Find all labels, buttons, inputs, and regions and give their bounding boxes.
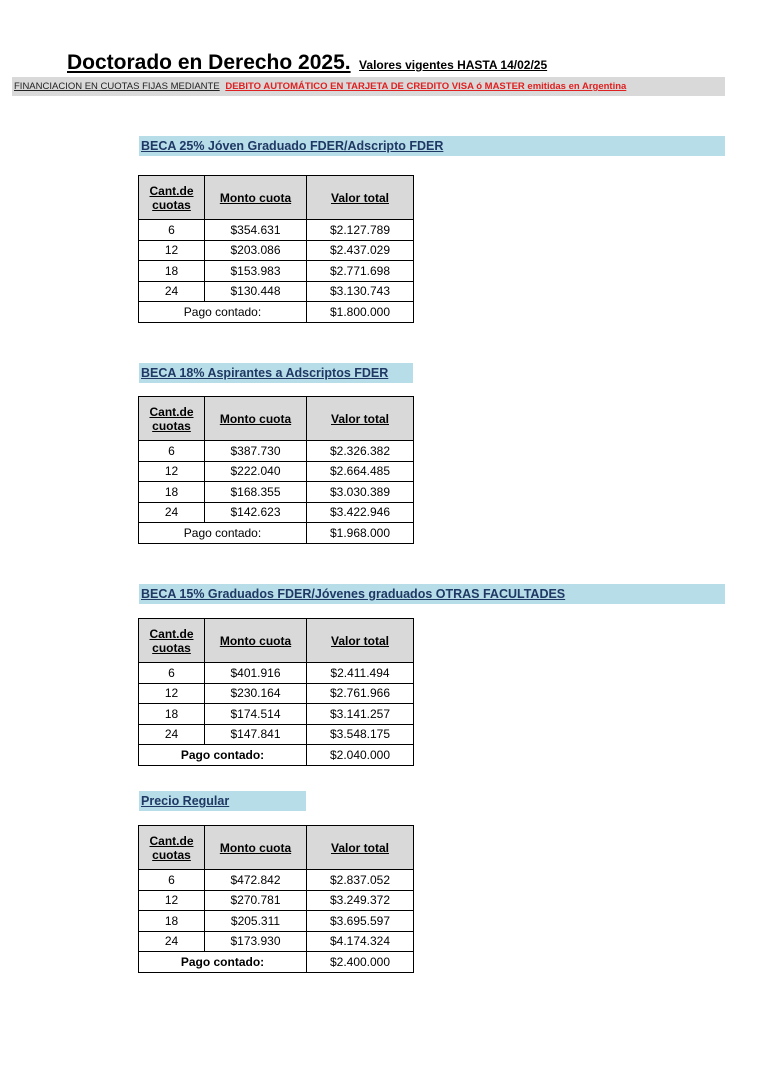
cell-cuotas: 6	[139, 441, 205, 462]
col-total: Valor total	[307, 619, 414, 663]
col-total: Valor total	[307, 176, 414, 220]
cell-total: $2.664.485	[307, 461, 414, 482]
cell-monto: $203.086	[205, 240, 307, 261]
pago-contado-value: $1.968.000	[307, 523, 414, 544]
cell-monto: $270.781	[205, 890, 307, 911]
section-title-beca-15	[139, 584, 725, 604]
table-row	[139, 704, 414, 725]
cell-total: $3.130.743	[307, 281, 414, 302]
cell-total: $2.411.494	[307, 663, 414, 684]
financing-banner	[12, 77, 725, 96]
pago-contado-value: $1.800.000	[307, 302, 414, 323]
cell-monto: $401.916	[205, 663, 307, 684]
cell-cuotas: 18	[139, 261, 205, 282]
cell-monto: $472.842	[205, 870, 307, 891]
table-header-row	[139, 619, 414, 663]
pago-contado-value: $2.400.000	[307, 952, 414, 973]
table-row	[139, 461, 414, 482]
validity-subtitle: Valores vigentes HASTA 14/02/25	[359, 58, 548, 72]
table-row	[139, 683, 414, 704]
table-row	[139, 911, 414, 932]
col-monto: Monto cuota	[205, 826, 307, 870]
col-total: Valor total	[307, 826, 414, 870]
document-header	[67, 51, 547, 75]
pago-contado-label: Pago contado:	[139, 952, 307, 973]
cell-monto: $174.514	[205, 704, 307, 725]
cell-total: $3.695.597	[307, 911, 414, 932]
cell-total: $3.548.175	[307, 724, 414, 745]
cell-cuotas: 12	[139, 683, 205, 704]
financing-highlight: DEBITO AUTOMÁTICO EN TARJETA DE CREDITO VISA ó MASTER emitidas en Argentina	[225, 81, 627, 92]
col-cuotas: Cant.de cuotas	[139, 826, 205, 870]
cell-monto: $130.448	[205, 281, 307, 302]
table-beca-18	[138, 396, 414, 544]
table-precio-regular	[138, 825, 414, 973]
table-row	[139, 724, 414, 745]
cell-cuotas: 18	[139, 911, 205, 932]
table-row	[139, 663, 414, 684]
cell-cuotas: 24	[139, 281, 205, 302]
table-row	[139, 441, 414, 462]
table-row	[139, 931, 414, 952]
cell-total: $2.127.789	[307, 220, 414, 241]
section-title-text: Precio Regular	[141, 794, 230, 808]
cell-total: $2.837.052	[307, 870, 414, 891]
table-row	[139, 261, 414, 282]
cell-monto: $168.355	[205, 482, 307, 503]
cell-monto: $205.311	[205, 911, 307, 932]
col-cuotas: Cant.de cuotas	[139, 176, 205, 220]
cell-total: $2.437.029	[307, 240, 414, 261]
table-header-row	[139, 826, 414, 870]
pago-contado-label: Pago contado:	[139, 302, 307, 323]
table-row	[139, 502, 414, 523]
financing-prefix: FINANCIACION EN CUOTAS FIJAS MEDIANTE	[14, 81, 220, 92]
cell-monto: $147.841	[205, 724, 307, 745]
table-row	[139, 890, 414, 911]
table-row	[139, 482, 414, 503]
cell-cuotas: 18	[139, 482, 205, 503]
pago-contado-label: Pago contado:	[139, 523, 307, 544]
table-beca-25	[138, 175, 414, 323]
table-row	[139, 870, 414, 891]
table-row	[139, 220, 414, 241]
pago-contado-label: Pago contado:	[139, 745, 307, 766]
cell-total: $3.422.946	[307, 502, 414, 523]
table-row	[139, 240, 414, 261]
col-cuotas: Cant.de cuotas	[139, 397, 205, 441]
col-monto: Monto cuota	[205, 619, 307, 663]
col-total: Valor total	[307, 397, 414, 441]
cell-cuotas: 12	[139, 461, 205, 482]
table-beca-15	[138, 618, 414, 766]
cell-monto: $354.631	[205, 220, 307, 241]
section-title-beca-25	[139, 136, 725, 156]
cell-monto: $142.623	[205, 502, 307, 523]
col-monto: Monto cuota	[205, 397, 307, 441]
cell-cuotas: 6	[139, 870, 205, 891]
cell-monto: $222.040	[205, 461, 307, 482]
section-title-text: BECA 18% Aspirantes a Adscriptos FDER	[141, 366, 389, 380]
cell-total: $3.030.389	[307, 482, 414, 503]
section-title-precio-regular	[139, 791, 306, 811]
cell-cuotas: 12	[139, 890, 205, 911]
cell-cuotas: 24	[139, 724, 205, 745]
cell-total: $3.249.372	[307, 890, 414, 911]
table-row	[139, 281, 414, 302]
cell-cuotas: 12	[139, 240, 205, 261]
cell-total: $3.141.257	[307, 704, 414, 725]
cell-monto: $230.164	[205, 683, 307, 704]
cell-total: $2.761.966	[307, 683, 414, 704]
section-title-beca-18	[139, 363, 413, 383]
pago-contado-value: $2.040.000	[307, 745, 414, 766]
col-monto: Monto cuota	[205, 176, 307, 220]
cell-monto: $387.730	[205, 441, 307, 462]
pago-contado-row	[139, 745, 414, 766]
table-header-row	[139, 397, 414, 441]
table-header-row	[139, 176, 414, 220]
cell-cuotas: 6	[139, 220, 205, 241]
cell-cuotas: 24	[139, 931, 205, 952]
section-title-text: BECA 25% Jóven Graduado FDER/Adscripto FDER	[141, 139, 444, 153]
pago-contado-row	[139, 523, 414, 544]
pago-contado-row	[139, 952, 414, 973]
col-cuotas: Cant.de cuotas	[139, 619, 205, 663]
cell-monto: $153.983	[205, 261, 307, 282]
cell-cuotas: 6	[139, 663, 205, 684]
cell-total: $4.174.324	[307, 931, 414, 952]
cell-monto: $173.930	[205, 931, 307, 952]
cell-total: $2.771.698	[307, 261, 414, 282]
section-title-text: BECA 15% Graduados FDER/Jóvenes graduados OTRAS FACULTADES	[141, 587, 566, 601]
cell-total: $2.326.382	[307, 441, 414, 462]
pago-contado-row	[139, 302, 414, 323]
page-title: Doctorado en Derecho 2025.	[67, 51, 351, 74]
cell-cuotas: 18	[139, 704, 205, 725]
cell-cuotas: 24	[139, 502, 205, 523]
